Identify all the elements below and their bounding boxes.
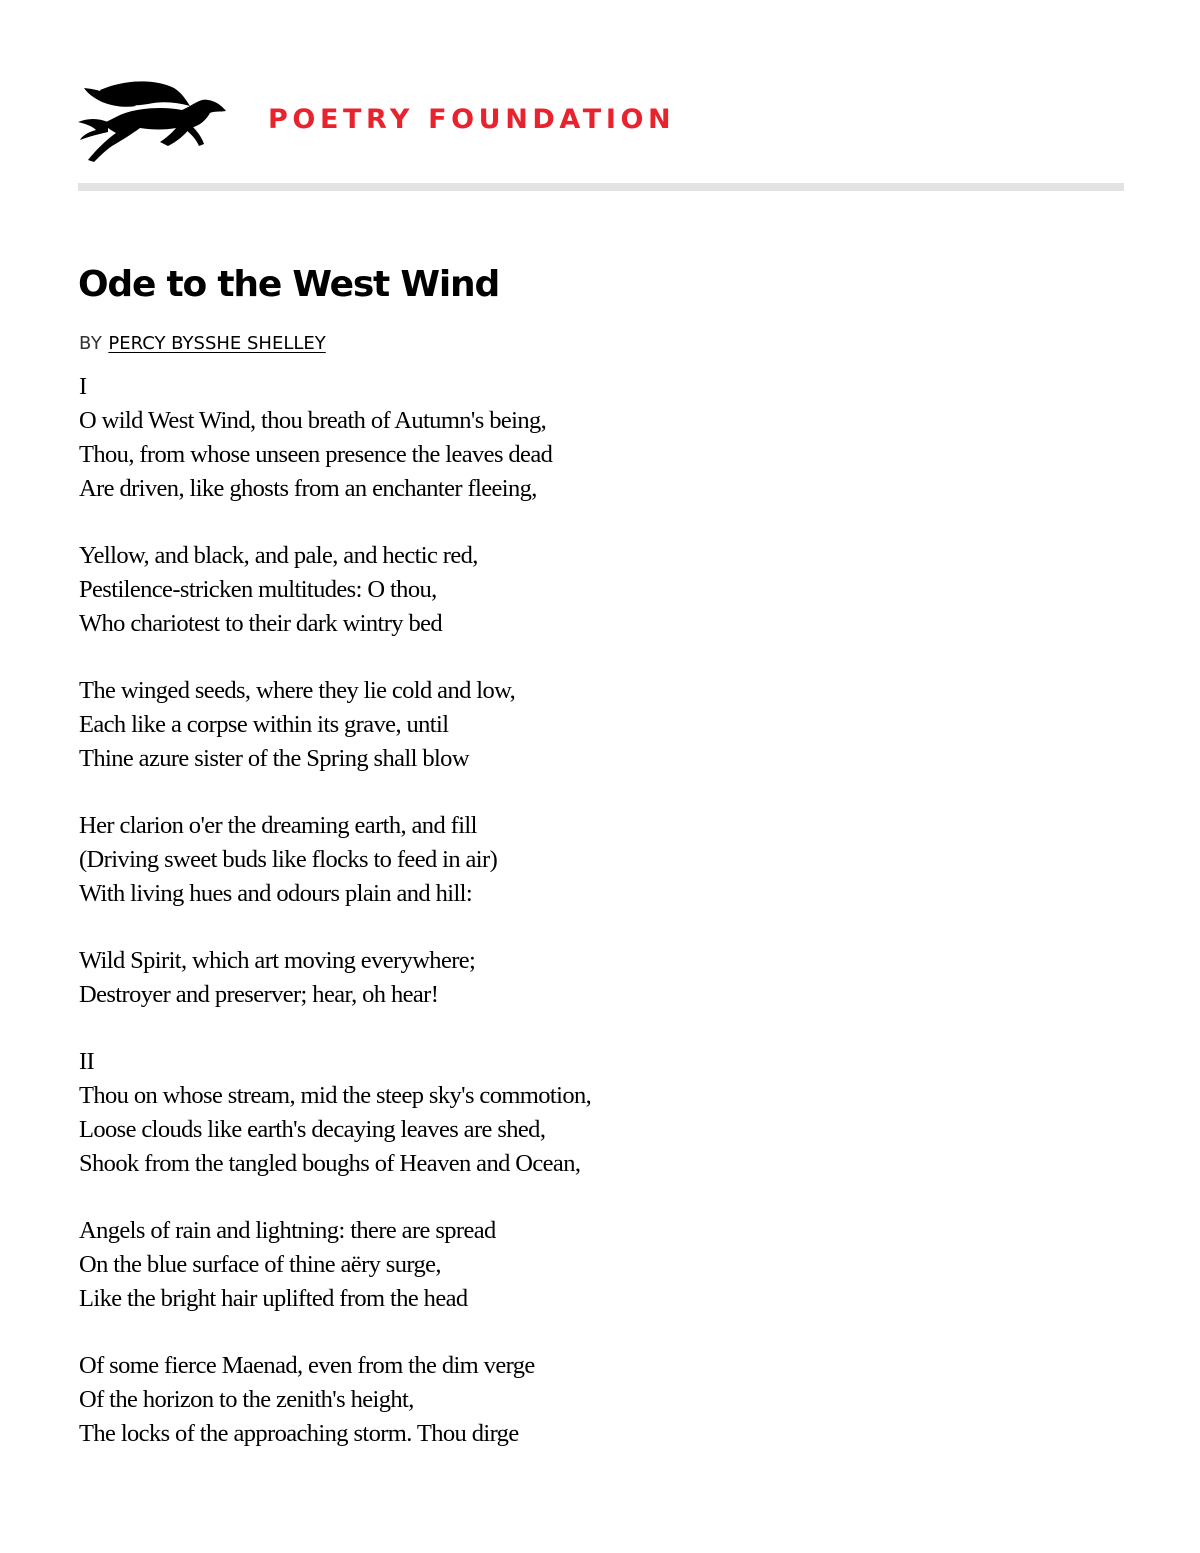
poem-line: Angels of rain and lightning: there are spread [79, 1217, 496, 1244]
stanza-break [79, 776, 1079, 809]
poem-line: I [79, 373, 87, 400]
poem-line: Who chariotest to their dark wintry bed [79, 610, 443, 637]
brand-name[interactable]: POETRY FOUNDATION [268, 104, 676, 135]
byline [79, 333, 326, 354]
header-divider [78, 183, 1124, 191]
poem-line: Each like a corpse within its grave, until [79, 711, 449, 738]
poem-line: Destroyer and preserver; hear, oh hear! [79, 981, 439, 1008]
poem-line: Of the horizon to the zenith's height, [79, 1386, 414, 1413]
poem-body [79, 370, 1079, 1451]
pegasus-icon[interactable] [78, 76, 228, 164]
byline-label: BY [79, 333, 103, 354]
poem-line: O wild West Wind, thou breath of Autumn's being, [79, 407, 547, 434]
poem-line: Like the bright hair uplifted from the head [79, 1285, 468, 1312]
poem-line: Yellow, and black, and pale, and hectic red, [79, 542, 478, 569]
poem-line: (Driving sweet buds like flocks to feed in air) [79, 846, 498, 873]
poem-line: Thou, from whose unseen presence the leaves dead [79, 441, 553, 468]
poem-line: Thine azure sister of the Spring shall blow [79, 745, 469, 772]
poem-line: Her clarion o'er the dreaming earth, and fill [79, 812, 477, 839]
poem-line: The winged seeds, where they lie cold and low, [79, 677, 516, 704]
poem-line: On the blue surface of thine aëry surge, [79, 1251, 441, 1278]
stanza-break [79, 1181, 1079, 1214]
poem-line: Loose clouds like earth's decaying leaves are shed, [79, 1116, 546, 1143]
poem-line: Of some fierce Maenad, even from the dim verge [79, 1352, 535, 1379]
poem-line: Wild Spirit, which art moving everywhere; [79, 947, 476, 974]
poem-line: The locks of the approaching storm. Thou dirge [79, 1420, 519, 1447]
stanza-break [79, 506, 1079, 539]
poem-title: Ode to the West Wind [78, 264, 500, 305]
author-link[interactable]: PERCY BYSSHE SHELLEY [108, 333, 326, 354]
stanza-break [79, 911, 1079, 944]
poem-line: Pestilence-stricken multitudes: O thou, [79, 576, 437, 603]
poem-line: II [79, 1048, 95, 1075]
stanza-break [79, 1012, 1079, 1045]
poem-line: Thou on whose stream, mid the steep sky's commotion, [79, 1082, 592, 1109]
poem-line: With living hues and odours plain and hill: [79, 880, 473, 907]
stanza-break [79, 1316, 1079, 1349]
site-header [78, 76, 1124, 166]
stanza-break [79, 641, 1079, 674]
poem-line: Are driven, like ghosts from an enchanter fleeing, [79, 475, 537, 502]
poem-line: Shook from the tangled boughs of Heaven and Ocean, [79, 1150, 581, 1177]
